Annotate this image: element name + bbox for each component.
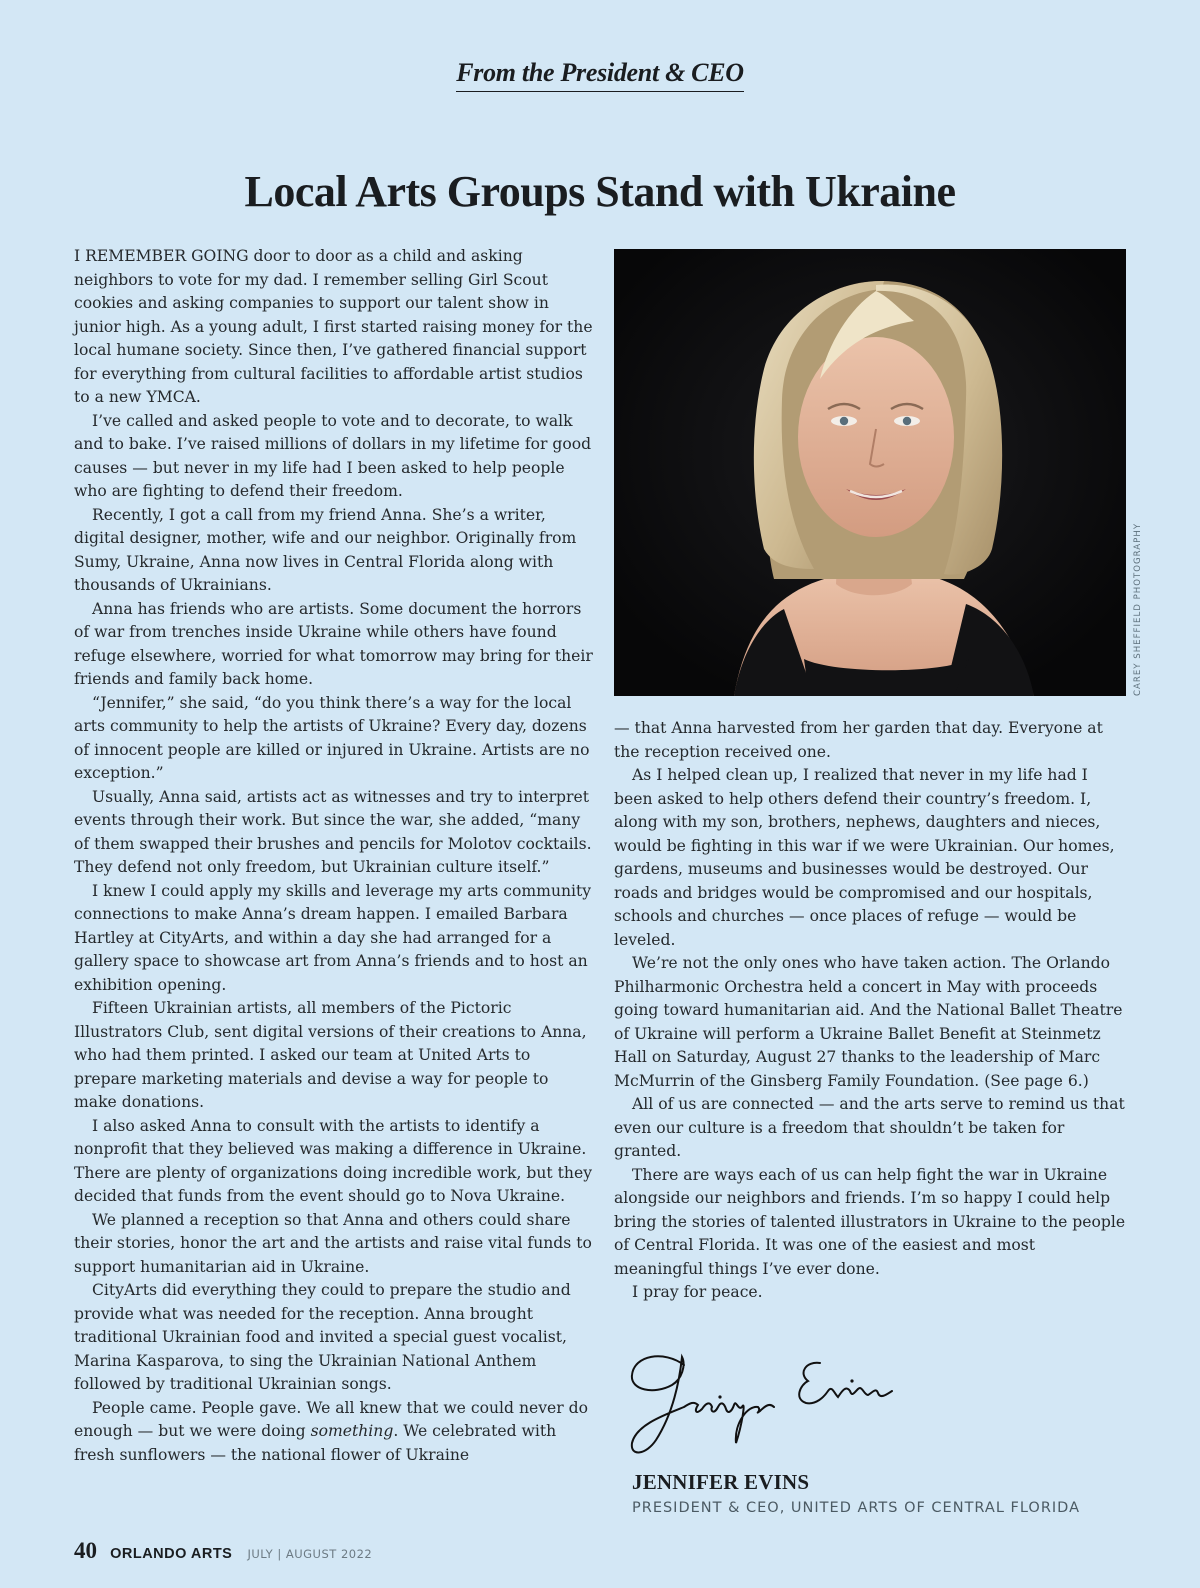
handwritten-signature (624, 1345, 894, 1465)
portrait-illustration (614, 249, 1126, 696)
text-run: . We celebrated with fresh sunflowers — the national flower of Ukraine (74, 1422, 557, 1464)
signer-name: JENNIFER EVINS (632, 1470, 810, 1494)
paragraph: There are ways each of us can help fight the war in Ukraine alongside our neighbors and friends. I’m so happy I could help bring the stories of talented illustrators in Ukraine to the people of Central Florida. It was one of the easiest and most meaningful things I’ve ever done. (614, 1165, 1126, 1278)
paragraph: Usually, Anna said, artists act as witnesses and try to interpret events through their work. But since the war, she added, “many of them swapped their brushes and pencils for Molotov cocktails. They defend not only freedom, but Ukrainian culture itself.” (74, 787, 592, 876)
signer-title: PRESIDENT & CEO, UNITED ARTS OF CENTRAL FLORIDA (632, 1500, 1081, 1516)
magazine-name: ORLANDO ARTS (110, 1546, 233, 1562)
paragraph: We planned a reception so that Anna and others could share their stories, honor the art and the artists and raise vital funds to support humanitarian aid in Ukraine. (74, 1210, 592, 1276)
paragraph: — that Anna harvested from her garden that day. Everyone at the reception received one. (614, 719, 1103, 761)
emphasis-text: something (310, 1422, 394, 1440)
face (798, 337, 954, 537)
paragraph: Anna has friends who are artists. Some document the horrors of war from trenches inside Ukraine while others have found refuge elsewhere, worried for what tomorrow may bring for their friends and family back home. (74, 599, 593, 688)
kicker-text: From the President & CEO (456, 58, 744, 92)
paragraph: “Jennifer,” she said, “do you think there’s a way for the local arts community to help the artists of Ukraine? Every day, dozens of innocent people are killed or injured in Ukraine. Artists are no exception.” (74, 693, 590, 782)
paragraph: We’re not the only ones who have taken action. The Orlando Philharmonic Orchestra held a concert in May with proceeds going toward humanitarian aid. And the National Ballet Theatre of Ukraine will perform a Ukraine Ballet Benefit at Steinmetz Hall on Saturday, August 27 thanks to the leadership of Marc McMurrin of the Ginsberg Family Foundation. (See page 6.) (614, 954, 1123, 1090)
article-column-right (614, 717, 1128, 1305)
paragraph: CityArts did everything they could to prepare the studio and provide what was needed for the reception. Anna brought traditional Ukrainian food and invited a special guest vocalist, Marina Kasparova, to sing the Ukrainian National Anthem followed by traditional Ukrainian songs. (74, 1281, 571, 1393)
page-number: 40 (74, 1538, 97, 1563)
text-run: People came. People gave. We all knew that we could never do enough — but we were doing (74, 1398, 589, 1440)
paragraph: I REMEMBER GOING door to door as a child and asking neighbors to vote for my dad. I remember selling Girl Scout cookies and asking companies to support our talent show in junior high. As a young adult, I first started raising money for the local humane society. Since then, I’ve gathered financial support for everything from cultural facilities to affordable artist studios to a new YMCA. (74, 247, 593, 406)
paragraph: Fifteen Ukrainian artists, all members of the Pictoric Illustrators Club, sent digital versions of their creations to Anna, who had them printed. I asked our team at United Arts to prepare marketing materials and devise a way for people to make donations. (74, 999, 587, 1111)
article-column-left (74, 245, 594, 1467)
paragraph: I also asked Anna to consult with the artists to identify a nonprofit that they believed was making a difference in Ukraine. There are plenty of organizations doing incredible work, but they decided that funds from the event should go to Nova Ukraine. (74, 1116, 593, 1205)
photo-credit: CAREY SHEFFIELD PHOTOGRAPHY (1133, 522, 1143, 696)
article-headline: Local Arts Groups Stand with Ukraine (244, 167, 956, 216)
paragraph (74, 1397, 594, 1468)
paragraph: As I helped clean up, I realized that never in my life had I been asked to help others defend their country’s freedom. I, along with my son, brothers, nephews, daughters and nieces, would be fighting in this war if we were Ukrainian. Our homes, gardens, museums and businesses would be destroyed. Our roads and bridges would be compromised and our hospitals, schools and churches — once places of refuge — would be leveled. (614, 766, 1115, 949)
paragraph: I’ve called and asked people to vote and to decorate, to walk and to bake. I’ve raised millions of dollars in my lifetime for good causes — but never in my life had I been asked to help people who are fighting to defend their freedom. (74, 411, 592, 500)
paragraph: Recently, I got a call from my friend Anna. She’s a writer, digital designer, mother, wife and our neighbor. Originally from Sumy, Ukraine, Anna now lives in Central Florida along with thousands of Ukrainians. (74, 505, 577, 594)
page-footer (74, 1538, 372, 1564)
section-kicker (0, 58, 1200, 92)
issue-date: JULY | AUGUST 2022 (247, 1547, 373, 1561)
portrait-photo (614, 249, 1126, 696)
paragraph: All of us are connected — and the arts serve to remind us that even our culture is a freedom that shouldn’t be taken for granted. (614, 1095, 1125, 1160)
paragraph: I pray for peace. (632, 1283, 763, 1301)
paragraph: I knew I could apply my skills and leverage my arts community connections to make Anna’s dream happen. I emailed Barbara Hartley at CityArts, and within a day she had arranged for a gallery space to showcase art from Anna’s friends and to host an exhibition opening. (74, 881, 592, 994)
